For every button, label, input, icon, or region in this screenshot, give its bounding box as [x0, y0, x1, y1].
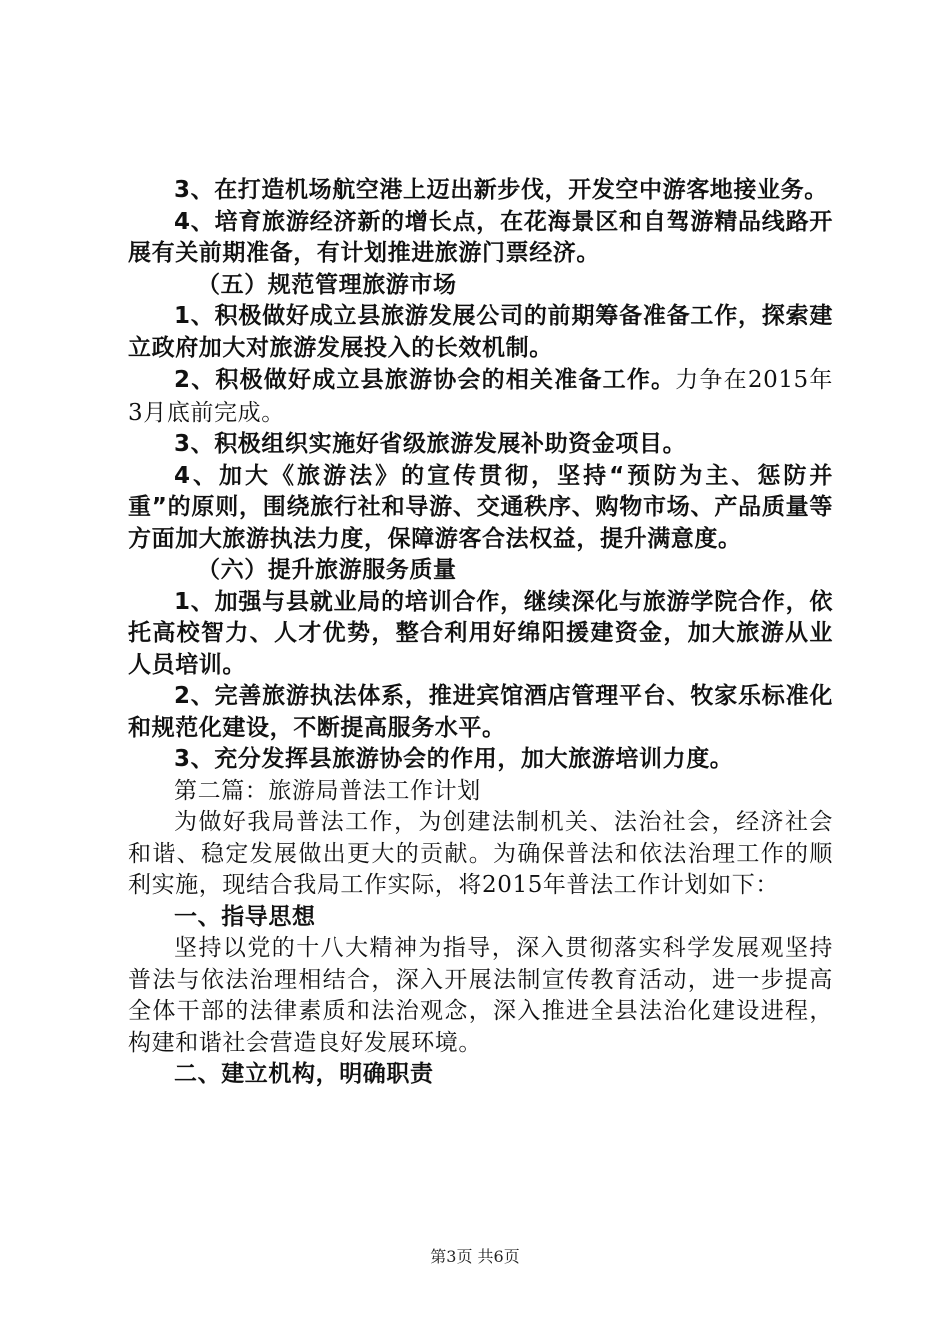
- paragraph-5-4: 4、加大《旅游法》的宣传贯彻，坚持“预防为主、惩防并重”的原则，围绕旅行社和导游、交通秩序、购物市场、产品质量等方面加大旅游执法力度，保障游客合法权益，提升满意度。: [128, 462, 833, 552]
- paragraph-5-3: 3、积极组织实施好省级旅游发展补助资金项目。: [174, 431, 687, 457]
- paragraph-item-3-airport: 3、在打造机场航空港上迈出新步伐，开发空中游客地接业务。: [174, 177, 828, 203]
- page-footer: 第3页 共6页: [430, 1247, 520, 1266]
- paragraph-item-4-growth: 4、培育旅游经济新的增长点，在花海景区和自驾游精品线路开展有关前期准备，有计划推进旅游门票经济。: [128, 208, 833, 266]
- document-body: [128, 175, 833, 1091]
- paragraph-5-2-main: 2、积极做好成立县旅游协会的相关准备工作。: [174, 367, 676, 393]
- section-heading-6: （六）提升旅游服务质量: [197, 557, 457, 583]
- guiding-thought-paragraph: 坚持以党的十八大精神为指导，深入贯彻落实科学发展观坚持普法与依法治理相结合，深入开展法制宣传教育活动，进一步提高全体干部的法律素质和法治观念，深入推进全县法治化建设进程，构建和谐社会营造良好发展环境。: [128, 935, 833, 1056]
- chapter-title: 第二篇：旅游局普法工作计划: [174, 777, 481, 804]
- paragraph-5-2: [128, 364, 833, 429]
- paragraph-5-1: 1、积极做好成立县旅游发展公司的前期筹备准备工作，探索建立政府加大对旅游发展投入的长效机制。: [128, 303, 833, 361]
- heading-organization: 二、建立机构，明确职责: [174, 1061, 434, 1087]
- heading-guiding-thought: 一、指导思想: [174, 903, 316, 930]
- paragraph-6-1: 1、加强与县就业局的培训合作，继续深化与旅游学院合作，依托高校智力、人才优势，整合利用好绵阳援建资金，加大旅游从业人员培训。: [128, 588, 833, 678]
- intro-paragraph: 为做好我局普法工作，为创建法制机关、法治社会，经济社会和谐、稳定发展做出更大的贡献。为确保普法和依法治理工作的顺利实施，现结合我局工作实际，将2015年普法工作计划如下：: [128, 809, 833, 898]
- paragraph-6-2: 2、完善旅游执法体系，推进宾馆酒店管理平台、牧家乐标准化和规范化建设，不断提高服务水平。: [128, 683, 833, 741]
- paragraph-5-2-tail: 力争在2015年3月底前完成。: [128, 367, 833, 426]
- paragraph-6-3: 3、充分发挥县旅游协会的作用，加大旅游培训力度。: [174, 746, 734, 772]
- section-heading-5: （五）规范管理旅游市场: [197, 271, 457, 298]
